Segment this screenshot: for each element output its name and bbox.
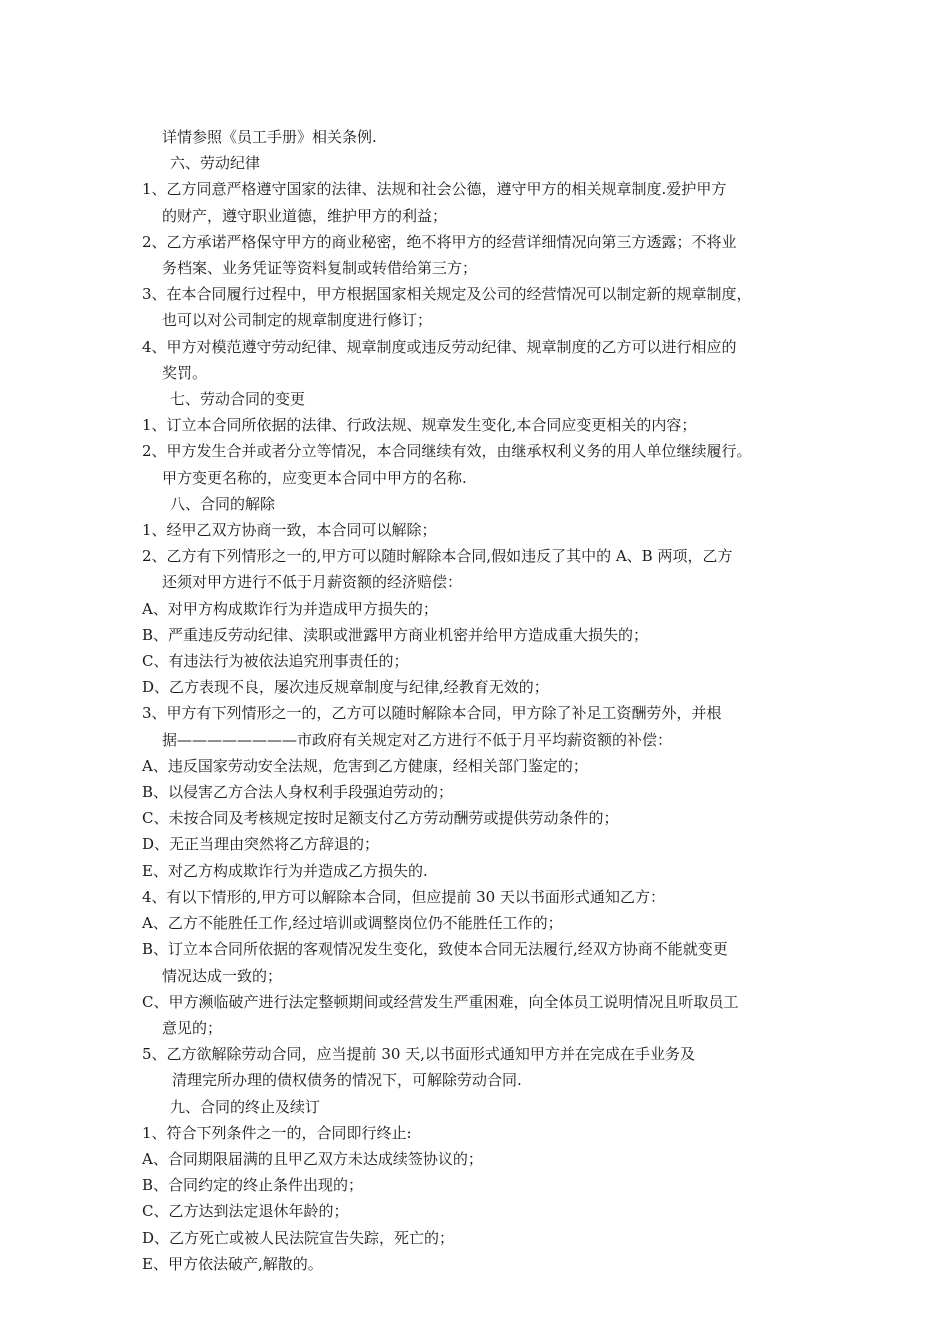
clause-continuation: 还须对甲方进行不低于月薪资额的经济赔偿： <box>162 573 463 592</box>
clause-line: A、乙方不能胜任工作,经过培训或调整岗位仍不能胜任工作的； <box>142 914 563 933</box>
clause-line: 1、符合下列条件之一的，合同即行终止: <box>142 1123 412 1142</box>
clause-line: D、乙方表现不良，屡次违反规章制度与纪律,经教育无效的； <box>142 678 549 697</box>
clause-line: 3、甲方有下列情形之一的，乙方可以随时解除本合同，甲方除了补足工资酬劳外，并根 <box>142 704 722 723</box>
clause-line: E、对乙方构成欺诈行为并造成乙方损失的. <box>142 861 428 880</box>
clause-continuation: 情况达成一致的； <box>162 966 283 985</box>
clause-line: 4、甲方对模范遵守劳动纪律、规章制度或违反劳动纪律、规章制度的乙方可以进行相应的 <box>142 337 737 356</box>
section-heading: 九、合同的终止及续订 <box>170 1097 321 1116</box>
section-heading: 八、合同的解除 <box>170 494 276 513</box>
clause-line: 1、经甲乙双方协商一致，本合同可以解除； <box>142 521 437 540</box>
clause-continuation: 也可以对公司制定的规章制度进行修订； <box>162 311 433 330</box>
clause-line: 5、乙方欲解除劳动合同，应当提前 30 天,以书面形式通知甲方并在完成在手业务及 <box>142 1045 695 1064</box>
clause-continuation: 意见的； <box>162 1018 223 1037</box>
clause-line: B、以侵害乙方合法人身权利手段强迫劳动的； <box>142 783 454 802</box>
clause-line: 3、在本合同履行过程中，甲方根据国家相关规定及公司的经营情况可以制定新的规章制度， <box>142 285 752 304</box>
section-heading: 七、劳动合同的变更 <box>170 390 306 409</box>
clause-continuation: 据————————市政府有关规定对乙方进行不低于月平均薪资额的补偿： <box>162 730 673 749</box>
clause-line: D、无正当理由突然将乙方辞退的； <box>142 835 380 854</box>
detail-note: 详情参照《员工手册》相关条例. <box>162 128 377 146</box>
clause-line: 2、甲方发生合并或者分立等情况，本合同继续有效，由继承权利义务的用人单位继续履行。 <box>142 442 752 461</box>
clause-line: C、甲方濒临破产进行法定整顿期间或经营发生严重困难，向全体员工说明情况且听取员工 <box>142 992 739 1011</box>
contract-text-body <box>142 124 822 1277</box>
clause-line: 2、乙方承诺严格保守甲方的商业秘密，绝不将甲方的经营详细情况向第三方透露；不将业 <box>142 232 737 251</box>
clause-continuation: 清理完所办理的债权债务的情况下，可解除劳动合同. <box>172 1071 522 1090</box>
clause-line: B、严重违反劳动纪律、渎职或泄露甲方商业机密并给甲方造成重大损失的； <box>142 625 649 644</box>
clause-line: B、合同约定的终止条件出现的； <box>142 1176 364 1195</box>
clause-line: A、对甲方构成欺诈行为并造成甲方损失的； <box>142 599 438 618</box>
clause-line: 2、乙方有下列情形之一的,甲方可以随时解除本合同,假如违反了其中的 A、B 两项，乙方 <box>142 547 733 566</box>
clause-line: C、有违法行为被依法追究刑事责任的； <box>142 652 409 671</box>
clause-line: A、违反国家劳动安全法规，危害到乙方健康，经相关部门鉴定的； <box>142 756 588 775</box>
clause-continuation: 的财产，遵守职业道德，维护甲方的利益； <box>162 206 448 225</box>
section-heading: 六、劳动纪律 <box>170 154 261 173</box>
clause-continuation: 务档案、业务凭证等资料复制或转借给第三方； <box>162 259 478 278</box>
clause-line: 1、订立本合同所依据的法律、行政法规、规章发生变化,本合同应变更相关的内容； <box>142 416 697 435</box>
clause-line: D、乙方死亡或被人民法院宣告失踪，死亡的； <box>142 1228 455 1247</box>
clause-line: 4、有以下情形的,甲方可以解除本合同，但应提前 30 天以书面形式通知乙方： <box>142 887 665 906</box>
clause-line: 1、乙方同意严格遵守国家的法律、法规和社会公德，遵守甲方的相关规章制度.爱护甲方 <box>142 180 727 199</box>
clause-line: E、甲方依法破产,解散的。 <box>142 1254 323 1273</box>
clause-line: A、合同期限届满的且甲乙双方未达成续签协议的； <box>142 1149 483 1168</box>
clause-continuation: 奖罚。 <box>162 363 208 382</box>
clause-line: C、乙方达到法定退休年龄的； <box>142 1202 349 1221</box>
clause-line: C、未按合同及考核规定按时足额支付乙方劳动酬劳或提供劳动条件的； <box>142 809 619 828</box>
clause-line: B、订立本合同所依据的客观情况发生变化，致使本合同无法履行,经双方协商不能就变更 <box>142 940 728 959</box>
clause-continuation: 甲方变更名称的，应变更本合同中甲方的名称. <box>162 468 467 487</box>
